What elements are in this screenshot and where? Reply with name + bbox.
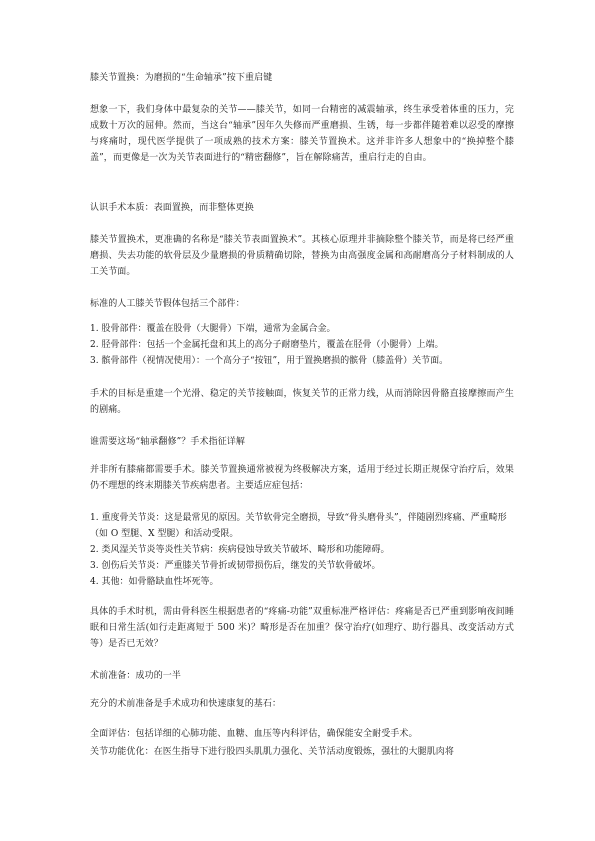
section1-paragraph-3: 手术的目标是重建一个光滑、稳定的关节接触面，恢复关节的正常力线，从而消除因骨骼直接摩擦而产生的剧痛。 <box>90 389 514 415</box>
list-item: 4. 其他：如骨骼缺血性坏死等。 <box>90 577 219 587</box>
list-item: 1. 重度骨关节炎：这是最常见的原因。关节软骨完全磨损，导致“骨头磨骨头”，伴随剧烈疼痛、严重畸形（如 O 型腿、X 型腿）和活动受限。 <box>90 513 507 539</box>
list-item: 1. 股骨部件：覆盖在股骨（大腿骨）下端，通常为金属合金。 <box>90 324 336 334</box>
section3-paragraph-1: 充分的术前准备是手术成功和快速康复的基石： <box>90 699 282 709</box>
section3-heading: 术前准备：成功的一半 <box>90 671 182 681</box>
list-item: 3. 创伤后关节炎：严重膝关节骨折或韧带损伤后，继发的关节软骨破坏。 <box>90 561 381 571</box>
section3-paragraph-3: 关节功能优化：在医生指导下进行股四头肌肌力强化、关节活动度锻炼，强壮的大腿肌肉将 <box>90 747 455 757</box>
section2-paragraph-2: 具体的手术时机，需由骨科医生根据患者的“疼痛-功能”双重标准严格评估：疼痛是否已严重到影响夜间睡眠和日常生活(如行走距离短于 500 米)？畸形是否在加重？保守治疗(如理疗、助行器具、改变活动方式等）是否已无效？ <box>90 607 514 649</box>
section1-paragraph-2: 标准的人工膝关节假体包括三个部件： <box>90 299 245 309</box>
section2-paragraph-1: 并非所有膝痛都需要手术。膝关节置换通常被视为终极解决方案，适用于经过长期正规保守治疗后，效果仍不理想的终末期膝关节疾病患者。主要适应症包括： <box>90 465 514 491</box>
list-item: 2. 胫骨部件：包括一个金属托盘和其上的高分子耐磨垫片，覆盖在胫骨（小腿骨）上端。 <box>90 340 444 350</box>
list-item: 3. 髌骨部件（视情况使用）：一个高分子“按钮”，用于置换磨损的髌骨（膝盖骨）关节面。 <box>90 356 449 366</box>
section1-heading: 认识手术本质：表面置换，而非整体更换 <box>90 203 254 213</box>
section2-heading: 谁需要这场“轴承翻修”？手术指征详解 <box>90 437 246 447</box>
document-title: 膝关节置换：为磨损的“生命轴承”按下重启键 <box>90 73 273 83</box>
intro-paragraph: 想象一下，我们身体中最复杂的关节——膝关节，如同一台精密的减震轴承，终生承受着体重的压力，完成数十万次的屈伸。然而，当这台“轴承”因年久失修而严重磨损、生锈，每一步都伴随着难以忍受的摩擦与疼痛时，现代医学提供了一项成熟的技术方案：膝关节置换术。这并非许多人想象中的“换掉整个膝盖”，而更像是一次为关节表面进行的“精密翻修”，旨在解除痛苦，重启行走的自由。 <box>90 105 514 163</box>
section1-paragraph-1: 膝关节置换术，更准确的名称是“膝关节表面置换术”。其核心原理并非摘除整个膝关节，而是将已经严重磨损、失去功能的软骨层及少量磨损的骨质精确切除，替换为由高强度金属和高耐磨高分子材料制成的人工关节面。 <box>90 235 514 277</box>
list-item: 2. 类风湿关节炎等炎性关节病：疾病侵蚀导致关节破坏、畸形和功能障碍。 <box>90 545 390 555</box>
section3-paragraph-2: 全面评估：包括详细的心肺功能、血糖、血压等内科评估，确保能安全耐受手术。 <box>90 729 418 739</box>
